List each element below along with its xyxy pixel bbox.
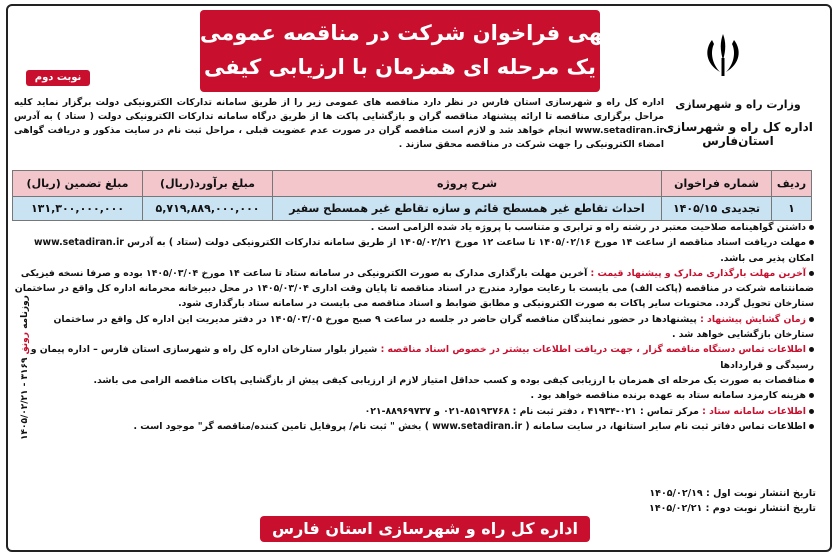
second-publication-date: تاریخ انتشار نوبت دوم : ۱۴۰۵/۰۲/۲۱ (649, 503, 816, 514)
newspaper-label: روزنامه (20, 295, 30, 329)
bullet-icon (809, 240, 814, 245)
intro-paragraph: اداره کل راه و شهرسازی استان فارس در نظر دارد مناقصه های عمومی زیر را از طریق سامانه تدارکات الکترونیکی دولت برگزار نماید کلیه مراحل برگزاری مناقصه تا ارائه پیشنهاد مناقصه گران و بازگشایی پاکت ها از طریق درگاه سامانه تدارکات الکترونیکی دولت ( ستاد ) به آدرس www.setadiran.ir انجام خواهد شد و لازم است مناقصه گران در صورت عدم عضویت قبلی ، مراحل ثبت نام در سایت مذکور و دریافت گواهی امضاء الکترونیکی را جهت شرکت در مناقصه محقق سازند . (14, 97, 664, 150)
cell-project: احداث تقاطع غیر همسطح قائم و سازه تقاطع غیر همسطح سفیر (273, 197, 662, 221)
first-publication-date: تاریخ انتشار نوبت اول : ۱۴۰۵/۰۲/۱۹ (649, 488, 816, 499)
publication-dates (516, 486, 816, 516)
bullet-icon (809, 378, 814, 383)
bullet-label: اطلاعات سامانه ستاد : (702, 405, 806, 417)
cell-call-number: تجدیدی ۱۴۰۵/۱۵ (662, 197, 772, 221)
header-row-number: ردیف (772, 171, 812, 197)
footer-org-banner: اداره کل راه و شهرسازی استان فارس (260, 516, 590, 542)
newspaper-sidebar (20, 295, 30, 440)
bullet-icon (809, 225, 814, 230)
list-item (14, 373, 814, 388)
title-line-2: یک مرحله ای همزمان با ارزیابی کیفی (204, 55, 596, 79)
bullet-text: مهلت دریافت اسناد مناقصه از ساعت ۱۴ مورخ ۱۴۰۵/۰۲/۱۶ تا ساعت ۱۲ مورخ ۱۴۰۵/۰۲/۲۱ از طریق سامانه تدارکات الکترونیکی دولت (ستاد ) به آدرس www.setadiran.ir امکان پذیر می باشد. (33, 237, 814, 264)
bullet-text: پیشنهادها در حضور نمایندگان مناقصه گران حاضر در جلسه در ساعت ۹ صبح مورخ ۱۴۰۵/۰۳/۰۵ در دفتر مدیریت این اداره کل واقع در ساختمان ستارخان بازگشایی خواهد شد . (53, 313, 814, 341)
cell-row-number: ۱ (772, 197, 812, 221)
header-guarantee: مبلغ تضمین (ریال) (13, 171, 143, 197)
bullet-icon (809, 271, 814, 276)
bullet-label: زمان گشایش پیشنهاد : (700, 313, 806, 325)
bullet-text: مرکز تماس : ۰۲۱-۴۱۹۳۴ ، دفتر ثبت نام : ۸۵۱۹۳۷۶۸-۰۲۱ و ۸۸۹۶۹۷۳۷-۰۲۱ (364, 405, 699, 417)
list-item (14, 404, 814, 419)
ministry-logo (658, 16, 818, 148)
list-item (14, 419, 814, 434)
cell-estimate: ۵,۷۱۹,۸۸۹,۰۰۰,۰۰۰ (143, 197, 273, 221)
table-header-row (13, 171, 812, 197)
bullet-icon (809, 347, 814, 352)
list-item (14, 388, 814, 403)
header-project: شرح پروژه (273, 171, 662, 197)
tender-table (12, 170, 812, 221)
bullet-text: هزینه کارمزد سامانه ستاد به عهده برنده مناقصه خواهد بود . (530, 390, 806, 402)
list-item (14, 342, 814, 373)
list-item (14, 220, 814, 235)
newspaper-code: ۳۱۶۹ - ۱۴۰۵/۰۲/۲۱ (20, 357, 30, 440)
edition-badge: نوبت دوم (26, 70, 90, 86)
bullet-icon (809, 393, 814, 398)
bullet-text: آخرین مهلت بارگذاری مدارک به صورت الکترونیکی در سامانه ستاد تا ساعت ۱۴ مورخ ۱۴۰۵/۰۳/۰۴ بوده و صرفا نسخه فیزیکی ضمانتنامه شرکت در مناقصه (پاکت الف) می بایست با رعایت موارد مندرج در اسناد مناقصه تا پایان وقت اداری ۱۴۰۵/۰۳/۰۴ در محل دبیرخانه محرمانه اداره کل واقع در ساختمان ستارخان تحویل گردد. محتویات سایر پاکات به صورت الکترونیکی و مطابق ضوابط و اسناد مناقصه می بایست در سامانه ستاد بارگذاری شود. (14, 267, 814, 310)
org-name: اداره کل راه و شهرسازی استان‌فارس (663, 120, 813, 148)
bullet-label: آخرین مهلت بارگذاری مدارک و پیشنهاد قیمت : (590, 267, 806, 279)
list-item (14, 266, 814, 312)
bullet-icon (809, 424, 814, 429)
bullet-icon (809, 317, 814, 322)
list-item (14, 235, 814, 266)
conditions-list (14, 220, 814, 434)
cell-guarantee: ۱۳۱,۳۰۰,۰۰۰,۰۰۰ (13, 197, 143, 221)
header-call-number: شماره فراخوان (662, 171, 772, 197)
ministry-name: وزارت راه و شهرسازی (675, 98, 801, 111)
title-line-1: آگهی فراخوان شرکت در مناقصه عمومی (200, 21, 623, 45)
bullet-text: مناقصات به صورت یک مرحله ای همزمان با ارزیابی کیفی بوده و کسب حداقل امتیاز لازم از ارزیابی کیفی پیش از بازگشایی پاکات مناقصه الزامی می باشد. (93, 374, 806, 386)
table-row (13, 197, 812, 221)
header-estimate: مبلغ برآورد(ریال) (143, 171, 273, 197)
notice-title (200, 10, 623, 92)
bullet-label: اطلاعات تماس دستگاه مناقصه گزار ، جهت دریافت اطلاعات بیشتر در خصوص اسناد مناقصه : (380, 344, 806, 356)
bullet-text: شیراز بلوار ستارخان اداره کل راه و شهرسازی استان فارس – اداره پیمان و رسیدگی و قراردادها (30, 344, 814, 371)
list-item (14, 312, 814, 343)
iran-emblem-icon (698, 30, 748, 80)
bullet-text: داشتن گواهینامه صلاحیت معتبر در رشته راه و ترابری و متناسب با پروژه یاد شده الزامی است . (370, 222, 806, 233)
bullet-text: اطلاعات تماس دفاتر ثبت نام سایر استانها، در سایت سامانه ( www.setadiran.ir ) بخش " ثبت نام/ پروفایل تامین کننده/مناقصه گر" موجود است . (133, 420, 806, 432)
bullet-icon (809, 409, 814, 414)
newspaper-name: رونق (20, 332, 30, 355)
